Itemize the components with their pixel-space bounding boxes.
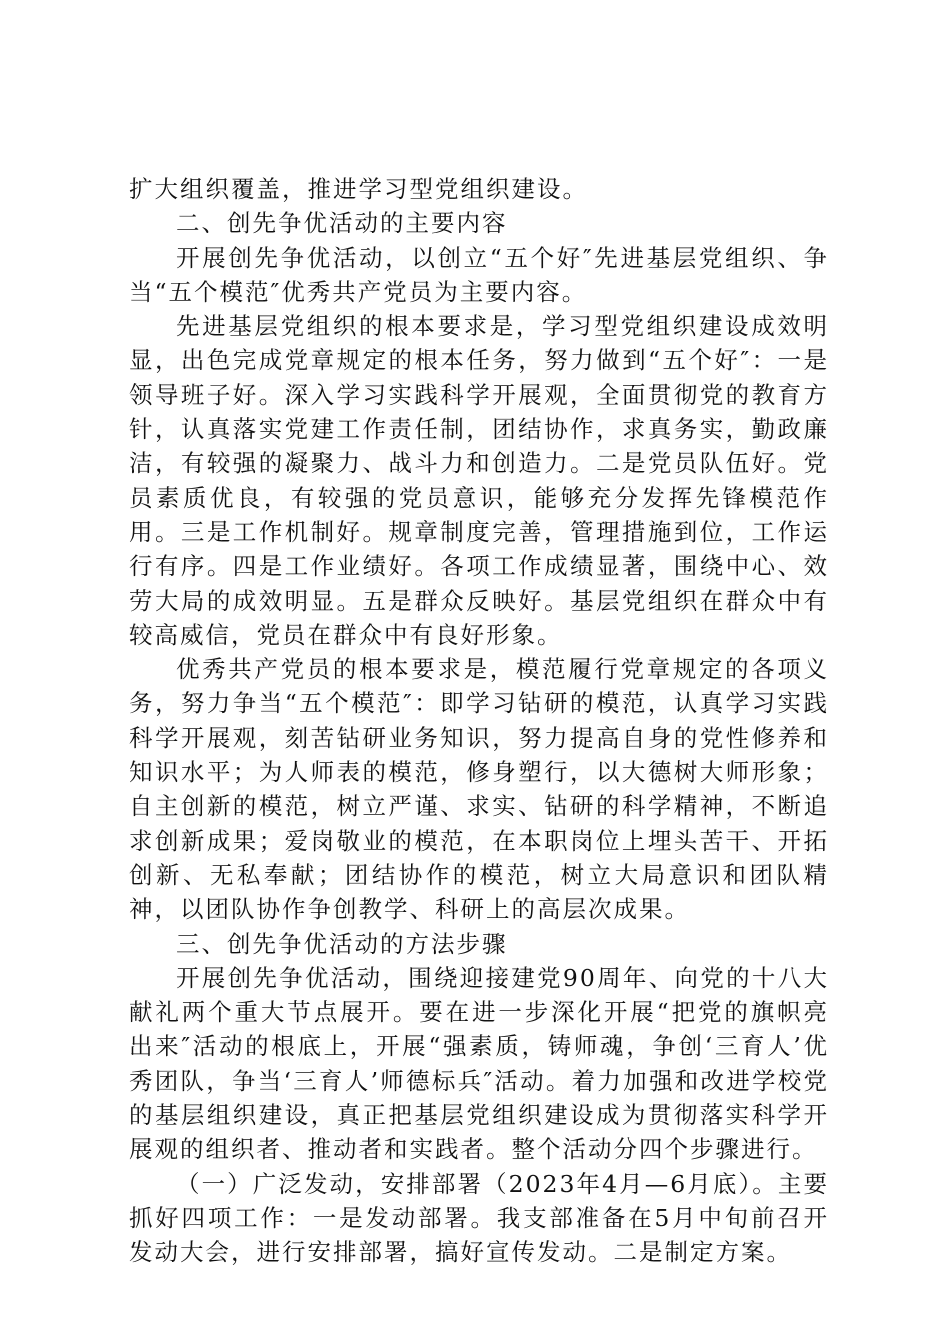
paragraph-party-member: 优秀共产党员的根本要求是，模范履行党章规定的各项义务，努力争当“五个模范″：即学习钻研的模范，认真学习实践科学开展观，刻苦钻研业务知识，努力提高自身的党性修养和知识水平；为人师表的模范，修身塑行，以大德树大师形象；自主创新的模范，树立严谨、求实、钻研的科学精神，不断追求创新成果；爱岗敬业的模范，在本职岗位上埋头苦干、开拓创新、无私奉献；团结协作的模范，树立大局意识和团队精神，以团队协作争创教学、科研上的高层次成果。 [129,655,829,924]
paragraph-continuation: 扩大组织覆盖，推进学习型党组织建设。 [129,175,588,203]
paragraph-step-one: （一）广泛发动，安排部署（2023年4月—6月底）。主要抓好四项工作：一是发动部署。我支部准备在5月中旬前召开发动大会，进行安排部署，搞好宣传发动。二是制定方案。 [129,1169,829,1267]
paragraph-main-content: 开展创先争优活动，以创立“五个好″先进基层党组织、争当“五个模范″优秀共产党员为主要内容。 [129,243,829,306]
section-heading-2: 二、创先争优活动的主要内容 [176,209,508,238]
paragraph-method-steps: 开展创先争优活动，围绕迎接建党90周年、向党的十八大献礼两个重大节点展开。要在进一步深化开展“把党的旗帜亮出来″活动的根底上，开展“强素质，铸师魂，争创‘三育人’优秀团队，争当‘三育人’师德标兵″活动。着力加强和改进学校党的基层组织建设，真正把基层党组织建设成为贯彻落实科学开展观的组织者、推动者和实践者。整个活动分四个步骤进行。 [129,963,829,1164]
section-heading-3: 三、创先争优活动的方法步骤 [176,929,508,958]
document-page [129,172,829,1270]
paragraph-party-organization: 先进基层党组织的根本要求是，学习型党组织建设成效明显，出色完成党章规定的根本任务，努力做到“五个好″：一是领导班子好。深入学习实践科学开展观，全面贯彻党的教育方针，认真落实党建工作责任制，团结协作，求真务实，勤政廉洁，有较强的凝聚力、战斗力和创造力。二是党员队伍好。党员素质优良，有较强的党员意识，能够充分发挥先锋模范作用。三是工作机制好。规章制度完善，管理措施到位，工作运行有序。四是工作业绩好。各项工作成绩显著，围绕中心、效劳大局的成效明显。五是群众反映好。基层党组织在群众中有较高威信，党员在群众中有良好形象。 [129,312,829,649]
